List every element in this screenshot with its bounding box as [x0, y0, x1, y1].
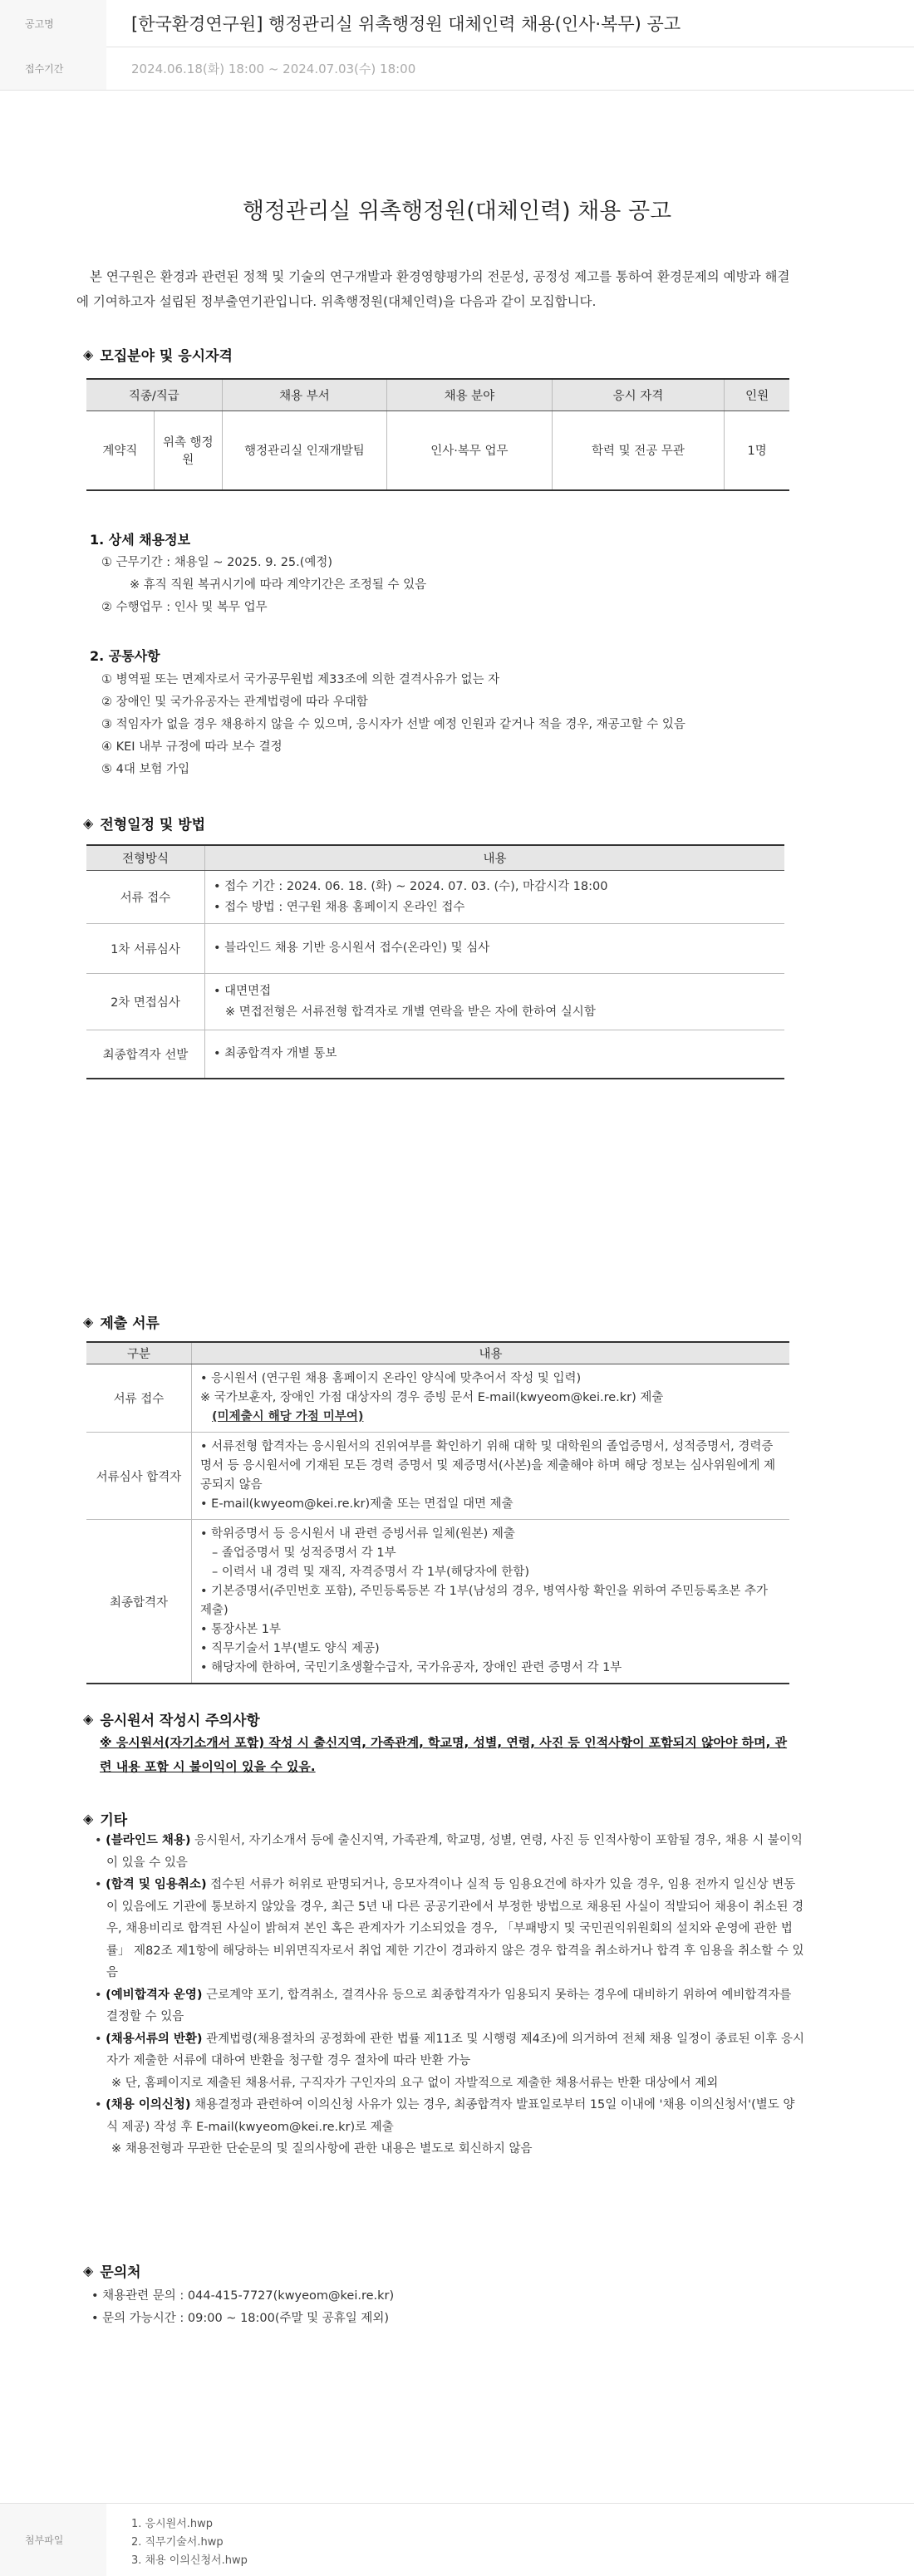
col-header: 인원	[725, 379, 789, 410]
attachments-list	[106, 2504, 248, 2576]
stage-cell: 최종합격자 선발	[86, 1030, 205, 1079]
list-item: ③ 적임자가 없을 경우 채용하지 않을 수 있으며, 응시자가 선발 예정 인원과 같거나 적을 경우, 재공고할 수 있음	[101, 718, 686, 731]
content-line: • 접수 기간 : 2024. 06. 18. (화) ~ 2024. 07. 03. (수), 마감시각 18:00	[214, 879, 608, 893]
table-row	[86, 871, 784, 924]
list-item: • (합격 및 임용취소) 접수된 서류가 허위로 판명되거나, 응모자격이나 실적 등 임용요건에 하자가 있을 경우, 임용 전까지 일신상 변동이 있음에도 기관에 통보하지 않았을 경우, 최근 5년 내 다른 공공기관에서 부정한 방법으로 채용된 사실이 적발되어 채용이 취소된 경우, 채용비리로 합격된 사실이 밝혀져 본인 혹은 관계자가 기소되었을 경우, 「부패방지 및 국민권익위원회의 설치와 운영에 관한 법률」 제82조 제1항에 해당하는 비위면직자로서 취업 제한 기간이 경과하지 않은 경우 합격을 취소하거나 합격 후 임용을 취소할 수 있음	[95, 1878, 804, 1979]
docs-table	[86, 1341, 789, 1684]
stage-cell: 서류 접수	[86, 1364, 192, 1433]
content-line: – 졸업증명서 및 성적증명서 각 1부	[212, 1546, 396, 1560]
notice-title-label: 공고명	[0, 0, 106, 47]
content-line: • 접수 방법 : 연구원 채용 홈페이지 온라인 접수	[214, 900, 465, 914]
col-header: 내용	[205, 845, 785, 871]
list-item: • (예비합격자 운영) 근로계약 포기, 합격취소, 결격사유 등으로 최종합격자가 임용되지 못하는 경우에 대비하기 위하여 예비합격자를 결정할 수 있음	[95, 1988, 792, 2023]
attachment-link[interactable]: 2. 직무기술서.hwp	[131, 2536, 224, 2549]
intro-paragraph: 본 연구원은 환경과 관련된 정책 및 기술의 연구개발과 환경영향평가의 전문성, 공정성 제고를 통하여 환경문제의 예방과 해결에 기여하고자 설립된 정부출연기관입니다. 위촉행정원(대체인력)을 다음과 같이 모집합니다.	[76, 269, 790, 309]
section-recruit-heading: ◈ 모집분야 및 응시자격	[83, 347, 233, 365]
list-item: • 채용관련 문의 : 044-415-7727(kwyeom@kei.re.kr)	[91, 2289, 395, 2303]
application-period-label: 접수기간	[0, 47, 106, 90]
cell-dept: 행정관리실 인재개발팀	[222, 410, 386, 490]
recruit-table	[86, 378, 789, 491]
table-row	[86, 410, 789, 490]
content-line: • 통장사본 1부	[200, 1623, 282, 1636]
cell-grade: 위촉 행정원	[154, 410, 222, 490]
contact-list	[91, 2285, 806, 2329]
list-item: ① 근무기간 : 채용일 ~ 2025. 9. 25.(예정)	[101, 556, 333, 569]
content-line: • 최종합격자 개별 통보	[214, 1046, 337, 1060]
cell-qual: 학력 및 전공 무관	[552, 410, 725, 490]
section-etc-heading: ◈ 기타	[83, 1811, 128, 1829]
schedule-table	[86, 844, 784, 1079]
section-contact-heading: ◈ 문의처	[83, 2263, 141, 2281]
table-row	[86, 974, 784, 1030]
list-item: • (채용 이의신청) 채용결정과 관련하여 이의신청 사유가 있는 경우, 최종합격자 발표일로부터 15일 이내에 '채용 이의신청서'(별도 양식 제공) 작성 후 E-mail(kwyeom@kei.re.kr)로 제출	[95, 2098, 795, 2134]
content-line: • 직무기술서 1부(별도 양식 제공)	[200, 1642, 380, 1655]
table-row	[86, 1030, 784, 1079]
table-row	[86, 1433, 789, 1520]
col-header: 내용	[192, 1342, 790, 1364]
details-heading: 1. 상세 채용정보	[90, 532, 191, 548]
list-item: ② 수행업무 : 인사 및 복무 업무	[101, 601, 268, 614]
list-item: ④ KEI 내부 규정에 따라 보수 결정	[101, 740, 283, 754]
attachments-row	[0, 2503, 914, 2576]
list-item: ※ 채용전형과 무관한 단순문의 및 질의사항에 관한 내용은 별도로 회신하지 않음	[111, 2142, 533, 2156]
list-item: ※ 단, 홈페이지로 제출된 채용서류, 구직자가 구인자의 요구 없이 자발적으로 제출한 채용서류는 반환 대상에서 제외	[111, 2076, 719, 2090]
diamond-icon: ◈	[83, 1811, 94, 1826]
stage-cell: 서류심사 합격자	[86, 1433, 192, 1520]
col-header: 응시 자격	[552, 379, 725, 410]
list-item: ⑤ 4대 보험 가입	[101, 763, 190, 776]
cell-field: 인사·복무 업무	[387, 410, 552, 490]
application-period-row	[0, 47, 914, 91]
table-row	[86, 924, 784, 974]
content-line: – 이력서 내 경력 및 재직, 자격증명서 각 1부(해당자에 한함)	[212, 1566, 530, 1579]
col-header: 전형방식	[86, 845, 205, 871]
list-item: • (채용서류의 반환) 관계법령(채용절차의 공정화에 관한 법률 제11조 및 시행령 제4조)에 의거하여 전체 채용 일정이 종료된 이후 응시자가 제출한 서류에 대하여 반환을 청구할 경우 절차에 따라 반환 가능	[95, 2032, 804, 2067]
content-line: • E-mail(kwyeom@kei.re.kr)제출 또는 면접일 대면 제출	[200, 1497, 514, 1511]
content-line: • 해당자에 한하여, 국민기초생활수급자, 국가유공자, 장애인 관련 증명서 각 1부	[200, 1661, 622, 1674]
caution-text: ※ 응시원서(자기소개서 포함) 작성 시 출신지역, 가족관계, 학교명, 성별, 연령, 사진 등 인적사항이 포함되지 않아야 하며, 관련 내용 포함 시 불이익이 있을 수 있음.	[100, 1735, 788, 1774]
section-schedule-heading: ◈ 전형일정 및 방법	[83, 815, 206, 833]
notice-title: [한국환경연구원] 행정관리실 위촉행정원 대체인력 채용(인사·복무) 공고	[131, 14, 681, 34]
diamond-icon: ◈	[83, 1711, 94, 1727]
content-line: • 서류전형 합격자는 응시원서의 진위여부를 확인하기 위해 대학 및 대학원의 졸업증명서, 성적증명서, 경력증명서 등 응시원서에 기재된 모든 경력 증명서 및 제증명서(사본)을 제출해야 하며 해당 정보는 심사위원에게 제공되지 않음	[200, 1440, 776, 1492]
details-list	[101, 552, 426, 619]
stage-cell: 서류 접수	[86, 871, 205, 924]
attachment-link[interactable]: 3. 채용 이의신청서.hwp	[131, 2554, 248, 2567]
table-row	[86, 1364, 789, 1433]
content-line: • 응시원서 (연구원 채용 홈페이지 온라인 양식에 맞추어서 작성 및 입력)	[200, 1372, 582, 1385]
section-docs-heading: ◈ 제출 서류	[83, 1314, 160, 1332]
notice-title-row	[0, 0, 914, 47]
list-item: • (블라인드 채용) 응시원서, 자기소개서 등에 출신지역, 가족관계, 학교명, 성별, 연령, 사진 등 인적사항이 포함될 경우, 채용 시 불이익이 있을 수 있음	[95, 1834, 803, 1870]
stage-cell: 최종합격자	[86, 1520, 192, 1684]
application-period: 2024.06.18(화) 18:00 ~ 2024.07.03(수) 18:00	[131, 61, 416, 76]
attachments-label: 첨부파일	[0, 2504, 106, 2576]
diamond-icon: ◈	[83, 2263, 94, 2279]
col-header: 구분	[86, 1342, 192, 1364]
content-line: • 학위증명서 등 응시원서 내 관련 증빙서류 일체(원본) 제출	[200, 1527, 515, 1541]
diamond-icon: ◈	[83, 347, 94, 362]
list-item: • 문의 가능시간 : 09:00 ~ 18:00(주말 및 공휴일 제외)	[91, 2311, 390, 2325]
stage-cell: 1차 서류심사	[86, 924, 205, 974]
section-caution-heading: ◈ 응시원서 작성시 주의사항	[83, 1711, 260, 1729]
list-item: ※ 휴직 직원 복귀시기에 따라 계약기간은 조정될 수 있음	[130, 578, 427, 592]
common-heading: 2. 공통사항	[90, 648, 160, 664]
attachment-link[interactable]: 1. 응시원서.hwp	[131, 2518, 214, 2530]
etc-list	[91, 1830, 806, 2161]
document-heading: 행정관리실 위촉행정원(대체인력) 채용 공고	[242, 199, 672, 224]
cell-count: 1명	[725, 410, 789, 490]
content-line: (미제출시 해당 가점 미부여)	[212, 1410, 364, 1423]
col-header: 직종/직급	[86, 379, 222, 410]
content-line: • 기본증명서(주민번호 포함), 주민등록등본 각 1부(남성의 경우, 병역사항 확인을 위하여 주민등록초본 추가 제출)	[200, 1585, 768, 1617]
col-header: 채용 분야	[387, 379, 552, 410]
table-row	[86, 1520, 789, 1684]
common-list	[101, 669, 686, 781]
content-line: • 블라인드 채용 기반 응시원서 접수(온라인) 및 심사	[214, 941, 490, 955]
diamond-icon: ◈	[83, 815, 94, 831]
col-header: 채용 부서	[222, 379, 386, 410]
content-line: • 대면면접	[214, 984, 272, 998]
cell-type: 계약직	[86, 410, 154, 490]
content-line: ※ 국가보훈자, 장애인 가점 대상자의 경우 증빙 문서 E-mail(kwyeom@kei.re.kr) 제출	[200, 1391, 664, 1404]
content-line: ※ 면접전형은 서류전형 합격자로 개별 연락을 받은 자에 한하여 실시함	[225, 1005, 596, 1019]
list-item: ② 장애인 및 국가유공자는 관계법령에 따라 우대함	[101, 696, 368, 709]
diamond-icon: ◈	[83, 1314, 94, 1330]
stage-cell: 2차 면접심사	[86, 974, 205, 1030]
list-item: ① 병역필 또는 면제자로서 국가공무원법 제33조에 의한 결격사유가 없는 자	[101, 673, 500, 686]
